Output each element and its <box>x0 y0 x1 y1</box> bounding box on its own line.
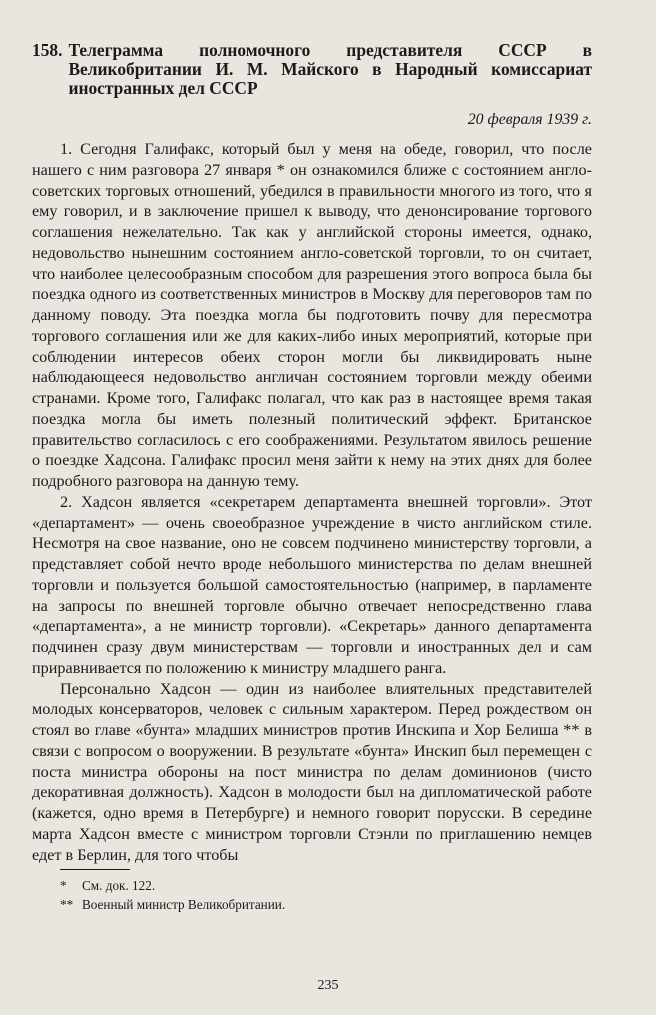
footnote-1 <box>60 876 592 895</box>
document-body <box>32 139 592 865</box>
page-number: 235 <box>317 978 339 993</box>
paragraph-1: 1. Сегодня Галифакс, который был у меня на обеде, говорил, что после нашего с ним разговора 27 января * он ознакомился ближе с состоянием англо-советских торговых отношений, убедился в правильности многого из того, что я ему говорил, и в заключение пришел к выводу, что денонсирование торгового соглашения нежелательно. Так как у английской стороны имеется, однако, недовольство нынешним состоянием англо-советской торговли, то он считает, что наиболее целесообразным способом для разрешения этого вопроса была бы поездка одного из соответственных министров в Москву для переговоров там по данному поводу. Эта поездка могла бы подготовить почву для пересмотра торгового соглашения или же для каких-либо иных мероприятий, которые при соблюдении интересов обеих сторон могли бы ликвидировать ныне наблюдающееся недовольство англичан состоянием торговли между обеими странами. Кроме того, Галифакс полагал, что как раз в настоящее время такая поездка могла бы иметь полезный политический эффект. Британское правительство согласилось с его соображениями. Результатом явилось решение о поездке Хадсона. Галифакс просил меня зайти к нему на этих днях для более подробного разговора на данную тему. <box>32 140 592 490</box>
footnote-text: См. док. 122. <box>82 878 156 894</box>
footnote-2 <box>60 895 592 914</box>
document-date: 20 февраля 1939 г. <box>467 111 592 128</box>
footnotes <box>32 876 592 914</box>
document-header <box>32 41 592 98</box>
footnote-mark: ** <box>60 897 74 913</box>
footnote-mark: * <box>60 878 67 894</box>
document-title: Телеграмма полномочного представителя СССР в Великобритании И. М. Майского в Народный комиссариат иностранных дел СССР <box>68 40 592 98</box>
document-number: 158. <box>32 40 63 60</box>
footnote-text: Военный министр Великобритании. <box>82 897 286 913</box>
paragraph-2: 2. Хадсон является «секретарем департамента внешней торговли». Этот «департамент» — очень своеобразное учреждение в чисто английском стиле. Несмотря на свое название, оно не совсем подчинено министерству торговли, а представляет собой нечто вроде небольшого министерства по делам внешней торговли и пользуется большой самостоятельностью (например, в парламенте на запросы по внешней торговле обычно отвечает непосредственно глава «департамента», а не министр торговли). «Секретарь» данного департамента подчинен сразу двум министерствам — торговли и иностранных дел и сам приравнивается по положению к министру младшего ранга. <box>32 492 592 677</box>
paragraph-3: Персонально Хадсон — один из наиболее влиятельных представителей молодых консерваторов, человек с сильным характером. Перед рождеством он стоял во главе «бунта» младших министров против Инскипа и Хор Белиша ** в связи с вопросом о вооружении. В результате «бунта» Инскип был перемещен с поста министра обороны на пост министра по делам доминионов (чисто декоративная должность). Хадсон в молодости был на дипломатической работе (кажется, одно время в Петербурге) и немного говорит порусски. В середине марта Хадсон вместе с министром торговли Стэнли по приглашению немцев едет в Берлин, для того чтобы <box>32 679 592 864</box>
footnote-divider <box>60 869 130 870</box>
